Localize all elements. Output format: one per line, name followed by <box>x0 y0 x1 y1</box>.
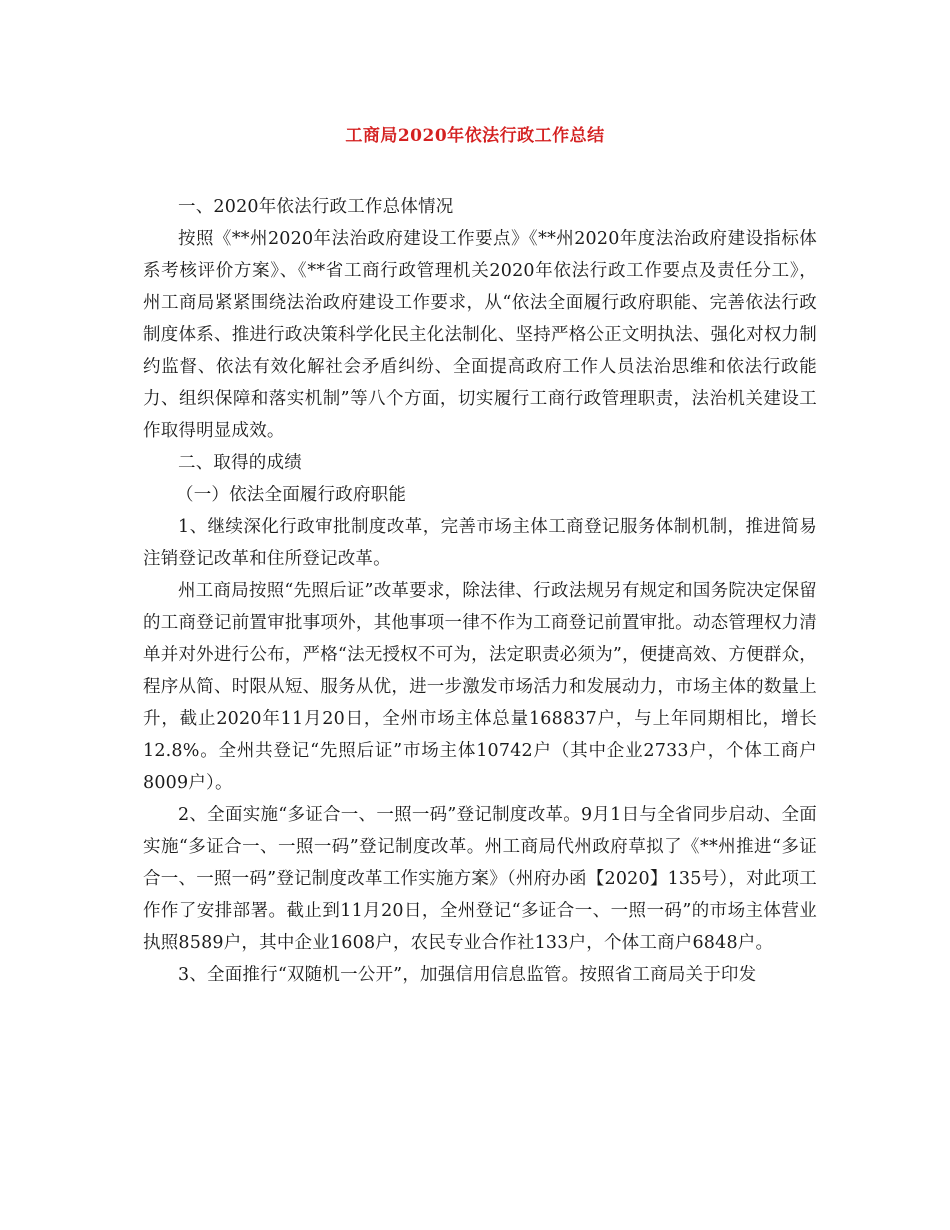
body-paragraph: 1、继续深化行政审批制度改革，完善市场主体工商登记服务体制机制，推进简易注销登记改革和住所登记改革。 <box>143 517 817 569</box>
body-paragraph: 2、全面实施“多证合一、一照一码”登记制度改革。9月1日与全省同步启动、全面实施“多证合一、一照一码”登记制度改革。州工商局代州政府草拟了《**州推进“多证合一、一照一码”登记制度改革工作实施方案》（州府办函【2020】135号），对此项工作作了安排部署。截止到11月20日，全州登记“多证合一、一照一码”的市场主体营业执照8589户，其中企业1608户，农民专业合作社133户，个体工商户6848户。 <box>143 805 817 953</box>
document-title: 工商局2020年依法行政工作总结 <box>345 126 605 146</box>
subsection-heading: （一）依法全面履行政府职能 <box>176 485 407 505</box>
section-heading: 二、取得的成绩 <box>178 453 302 473</box>
body-paragraph: 3、全面推行“双随机一公开”，加强信用信息监管。按照省工商局关于印发 <box>178 965 757 985</box>
body-paragraph: 州工商局按照“先照后证”改革要求，除法律、行政法规另有规定和国务院决定保留的工商登记前置审批事项外，其他事项一律不作为工商登记前置审批。动态管理权力清单并对外进行公布，严格“法无授权不可为，法定职责必须为”，便捷高效、方便群众，程序从简、时限从短、服务从优，进一步激发市场活力和发展动力，市场主体的数量上升，截止2020年11月20日，全州市场主体总量168837户，与上年同期相比，增长12.8%。全州共登记“先照后证”市场主体10742户（其中企业2733户，个体工商户8009户）。 <box>143 581 817 793</box>
section-heading: 一、2020年依法行政工作总体情况 <box>178 197 454 217</box>
body-paragraph: 按照《**州2020年法治政府建设工作要点》《**州2020年度法治政府建设指标体系考核评价方案》、《**省工商行政管理机关2020年依法行政工作要点及责任分工》，州工商局紧紧围绕法治政府建设工作要求，从“依法全面履行政府职能、完善依法行政制度体系、推进行政决策科学化民主化法制化、坚持严格公正文明执法、强化对权力制约监督、依法有效化解社会矛盾纠纷、全面提高政府工作人员法治思维和依法行政能力、组织保障和落实机制”等八个方面，切实履行工商行政管理职责，法治机关建设工作取得明显成效。 <box>143 229 817 441</box>
document-body <box>143 191 817 991</box>
